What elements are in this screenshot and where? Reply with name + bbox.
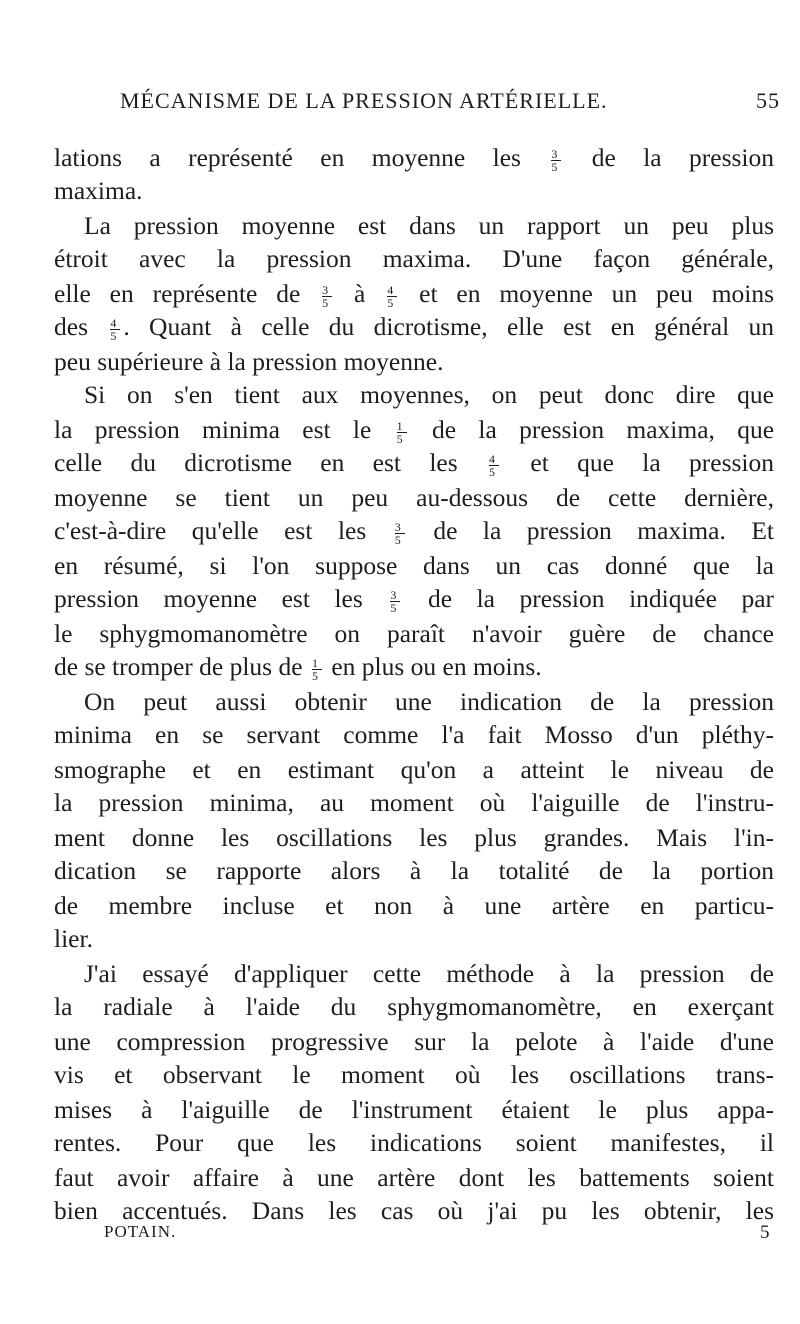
fraction-denominator: 5 (551, 159, 558, 174)
text-line: On peut aussi obtenir une indication de la pression (84, 687, 774, 716)
fraction-numerator: 3 (551, 146, 558, 161)
fraction-denominator: 5 (396, 431, 403, 446)
fraction (551, 146, 561, 174)
text-line: peu supérieure à la pression moyenne. (54, 347, 444, 376)
text-line: La pression moyenne est dans un rapport un peu plus (84, 211, 774, 240)
line-text: pression moyenne est les (54, 584, 363, 613)
fraction-denominator: 5 (311, 668, 318, 683)
line-text: de la pression (591, 143, 775, 172)
line-text: c'est-à-dire qu'elle est les (54, 516, 367, 545)
text-line: la radiale à l'aide du sphygmomanomètre, en exerçant (54, 992, 774, 1021)
text-line (54, 582, 774, 615)
text-line: le sphygmomanomètre on paraît n'avoir guère de chance (54, 619, 774, 648)
header-title: MÉCANISME DE LA PRESSION ARTÉRIELLE. (120, 88, 608, 113)
text-line: J'ai essayé d'appliquer cette méthode à la pression de (84, 959, 774, 988)
text-line (54, 514, 774, 547)
text-line: mises à l'aiguille de l'instrument étaient le plus appa- (54, 1095, 774, 1124)
line-text: de la pression indiquée par (427, 584, 775, 613)
text-line: de membre incluse et non à une artère en particu- (54, 891, 774, 920)
line-text: de la pression maxima, que (431, 415, 775, 444)
line-text: et que la pression (530, 448, 775, 477)
text-line (54, 310, 774, 343)
text-line: maxima. (54, 176, 143, 205)
line-text: de la pression maxima. Et (433, 516, 775, 545)
line-text: lations a représenté en moyenne les (54, 143, 521, 172)
line-text: des (54, 312, 88, 341)
line-text: la pression minima est le (54, 415, 372, 444)
text-line: vis et observant le moment où les oscillations trans- (54, 1060, 774, 1089)
page-number: 55 (756, 88, 780, 113)
fraction-numerator: 3 (322, 282, 329, 297)
fraction (394, 519, 405, 547)
page-footer (104, 1222, 784, 1246)
text-line: bien accentués. Dans les cas où j'ai pu les obtenir, les (54, 1196, 774, 1225)
fraction (322, 282, 332, 310)
text-line (54, 277, 774, 310)
fraction (387, 282, 397, 310)
text-line (54, 446, 774, 479)
text-line: smographe et en estimant qu'on a atteint le niveau de (54, 755, 774, 784)
line-text: à (354, 279, 366, 308)
line-text: celle du dicrotisme en est les (54, 448, 458, 477)
fraction-denominator: 5 (394, 532, 401, 547)
fraction-denominator: 5 (390, 600, 397, 615)
fraction-denominator: 5 (110, 328, 117, 343)
text-line: dication se rapporte alors à la totalité de la portion (54, 856, 774, 885)
fraction (489, 451, 499, 479)
text-line: Si on s'en tient aux moyennes, on peut donc dire que (84, 380, 774, 409)
line-text: de se tromper de plus de (54, 652, 303, 681)
text-line: étroit avec la pression maxima. D'une façon générale, (54, 244, 774, 273)
fraction-denominator: 5 (387, 295, 394, 310)
text-line: lier. (54, 924, 93, 953)
text-line: rentes. Pour que les indications soient manifestes, il (54, 1128, 774, 1157)
line-text: et en moyenne un peu moins (419, 279, 775, 308)
fraction-numerator: 1 (396, 418, 403, 433)
text-line (54, 413, 774, 446)
fraction-numerator: 4 (489, 451, 496, 466)
line-text: elle en représente de (54, 279, 301, 308)
text-line: moyenne se tient un peu au-dessous de cette dernière, (54, 483, 774, 512)
text-line (54, 650, 774, 683)
text-line: faut avoir affaire à une artère dont les battements soient (54, 1163, 774, 1192)
fraction-numerator: 1 (311, 655, 318, 670)
fraction-denominator: 5 (489, 464, 496, 479)
text-line: ment donne les oscillations les plus grandes. Mais l'in- (54, 823, 774, 852)
text-line: minima en se servant comme l'a fait Mosso d'un pléthy- (54, 720, 774, 749)
fraction-numerator: 3 (390, 587, 397, 602)
line-text: . Quant à celle du dicrotisme, elle est en général un (123, 312, 774, 341)
fraction-numerator: 4 (387, 282, 394, 297)
line-text: en plus ou en moins. (331, 652, 542, 681)
fraction (390, 587, 400, 615)
fraction (396, 418, 407, 446)
fraction-numerator: 4 (110, 315, 117, 330)
fraction (110, 315, 120, 343)
running-header (120, 88, 800, 118)
text-line: en résumé, si l'on suppose dans un cas donné que la (54, 551, 774, 580)
text-line: une compression progressive sur la pelote à l'aide d'une (54, 1027, 774, 1056)
signature-mark: 5 (760, 1222, 771, 1243)
footer-author: POTAIN. (104, 1222, 177, 1241)
fraction-numerator: 3 (394, 519, 401, 534)
text-line (54, 141, 774, 174)
text-line: la pression minima, au moment où l'aiguille de l'instru- (54, 788, 774, 817)
fraction (311, 655, 322, 683)
fraction-denominator: 5 (322, 295, 329, 310)
